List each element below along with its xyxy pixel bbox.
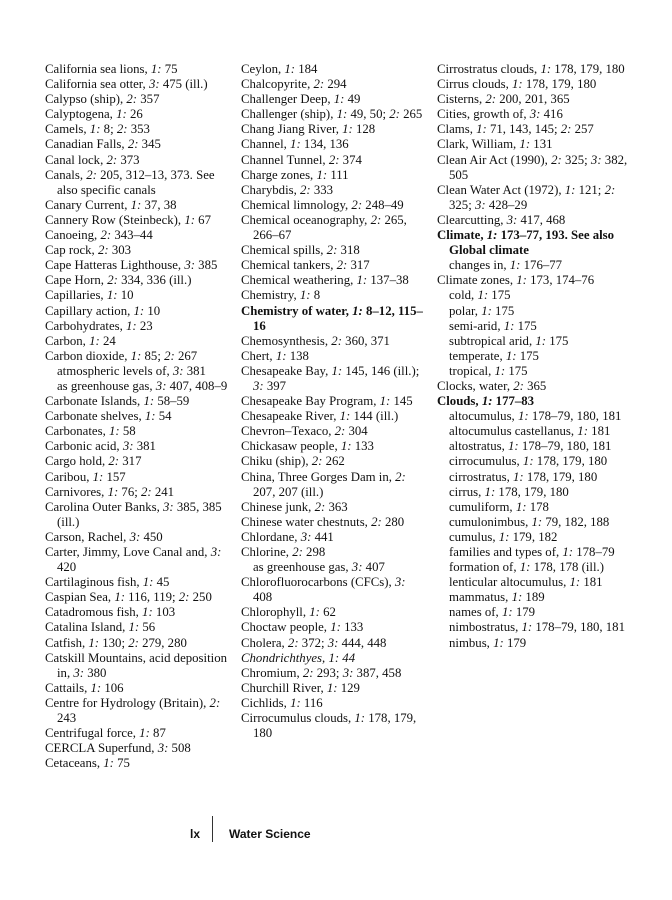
index-entry: Chemical limnology, 2: 248–49 [241,197,404,212]
index-entry: Carbon, 1: 24 [45,333,116,348]
index-subentry: as greenhouse gas, 3: 407 [253,560,385,575]
index-entry: Clams, 1: 71, 143, 145; 2: 257 [437,122,594,137]
index-subentry: altocumulus castellanus, 1: 181 [449,424,611,439]
index-entry: Caspian Sea, 1: 116, 119; 2: 250 [45,590,212,605]
index-entry: Climate, 1: 173–77, 193. See also Global climate [437,228,615,258]
index-entry: Centrifugal force, 1: 87 [45,726,166,741]
index-subentry: polar, 1: 175 [449,303,515,318]
index-entry: Chemical oceanography, 2: 265, 266–67 [241,212,407,243]
index-subentry: nimbus, 1: 179 [449,635,527,650]
index-entry: Catskill Mountains, acid deposition in, 3: 380 [45,650,227,680]
index-entry: Cholera, 2: 372; 3: 444, 448 [241,635,387,650]
index-entry: Chang Jiang River, 1: 128 [241,122,376,137]
index-entry: Chesapeake Bay, 1: 145, 146 (ill.); 3: 397 [241,363,420,393]
index-entry: Catadromous fish, 1: 103 [45,605,176,620]
index-entry: Chiku (ship), 2: 262 [241,454,345,469]
index-entry: Carbonic acid, 3: 381 [45,439,156,454]
index-entry: Cirrus clouds, 1: 178, 179, 180 [437,77,597,92]
index-entry: Carbohydrates, 1: 23 [45,318,153,333]
index-subentry: names of, 1: 179 [449,605,536,620]
index-entry: Ceylon, 1: 184 [241,62,318,76]
index-entry: Cichlids, 1: 116 [241,695,323,710]
index-subentry: semi-arid, 1: 175 [449,318,537,333]
index-entry: Chondrichthyes, 1: 44 [241,650,356,665]
index-entry: Charybdis, 2: 333 [241,182,334,197]
index-entry: Chemistry of water, 1: 8–12, 115–16 [241,303,423,333]
index-entry: Climate zones, 1: 173, 174–76 [437,273,595,288]
index-entry: Chert, 1: 138 [241,348,309,363]
index-entry: Charge zones, 1: 111 [241,167,349,182]
index-entry: Choctaw people, 1: 133 [241,620,364,635]
index-entry: Clean Water Act (1972), 1: 121; 2: 325; 3: 428–29 [437,182,616,212]
index-entry: Cirrocumulus clouds, 1: 178, 179, 180 [241,711,417,741]
index-entry: Chemical tankers, 2: 317 [241,258,370,273]
index-entry: Calypso (ship), 2: 357 [45,92,160,107]
index-entry: Cape Horn, 2: 334, 336 (ill.) [45,273,192,288]
index-entry: Clark, William, 1: 131 [437,137,553,152]
index-subentry: cirrus, 1: 178, 179, 180 [449,484,569,499]
index-subentry: atmospheric levels of, 3: 381 [57,363,206,378]
index-entry: Canal lock, 2: 373 [45,152,140,167]
index-subentry: subtropical arid, 1: 175 [449,333,569,348]
index-entry: Chemical weathering, 1: 137–38 [241,273,409,288]
index-subentry: cumulonimbus, 1: 79, 182, 188 [449,514,610,529]
index-subentry: lenticular altocumulus, 1: 181 [449,575,603,590]
running-footer-title: Water Science [229,827,311,841]
index-column-2 [241,62,427,741]
index-entry: Camels, 1: 8; 2: 353 [45,122,150,137]
index-entry: Cannery Row (Steinbeck), 1: 67 [45,212,211,227]
index-entry: Clearcutting, 3: 417, 468 [437,212,566,227]
index-entry: Clocks, water, 2: 365 [437,378,547,393]
index-entry: Chevron–Texaco, 2: 304 [241,424,368,439]
index-entry: Chickasaw people, 1: 133 [241,439,374,454]
index-entry: Carter, Jimmy, Love Canal and, 3: 420 [45,545,222,575]
index-entry: Chesapeake Bay Program, 1: 145 [241,394,413,409]
index-entry: Carson, Rachel, 3: 450 [45,529,163,544]
index-entry: Carbonate shelves, 1: 54 [45,409,172,424]
index-entry: Chromium, 2: 293; 3: 387, 458 [241,665,402,680]
index-subentry: cirrostratus, 1: 178, 179, 180 [449,469,598,484]
index-entry: Clouds, 1: 177–83 [437,394,535,409]
index-entry: Centre for Hydrology (Britain), 2: 243 [45,695,221,726]
index-entry: Chemosynthesis, 2: 360, 371 [241,333,390,348]
index-entry: Cities, growth of, 3: 416 [437,107,563,122]
index-subentry: tropical, 1: 175 [449,363,528,378]
index-entry: Canoeing, 2: 343–44 [45,228,153,243]
index-subentry: families and types of, 1: 178–79 [449,545,615,559]
index-entry: Challenger (ship), 1: 49, 50; 2: 265 [241,107,423,122]
index-subentry: cirrocumulus, 1: 178, 179, 180 [449,454,608,469]
index-entry: Calyptogena, 1: 26 [45,107,143,122]
index-entry: Chlordane, 3: 441 [241,529,334,544]
index-subentry: as greenhouse gas, 3: 407, 408–9 [57,378,228,393]
index-subentry: cumulus, 1: 179, 182 [449,529,558,544]
index-entry: Channel, 1: 134, 136 [241,137,349,152]
index-subentry: nimbostratus, 1: 178–79, 180, 181 [449,620,625,635]
index-entry: Chinese water chestnuts, 2: 280 [241,514,405,529]
index-entry: Chemical spills, 2: 318 [241,243,360,258]
index-entry: Chlorofluorocarbons (CFCs), 3: 408 [241,575,406,605]
index-subentry: temperate, 1: 175 [449,348,539,363]
index-entry: Carbonates, 1: 58 [45,424,136,439]
index-entry: Cirrostratus clouds, 1: 178, 179, 180 [437,62,625,76]
index-entry: Canary Current, 1: 37, 38 [45,197,177,212]
index-subentry: mammatus, 1: 189 [449,590,545,605]
index-entry: California sea lions, 1: 75 [45,62,178,76]
index-subentry: cumuliform, 1: 178 [449,499,549,514]
index-entry: Carbonate Islands, 1: 58–59 [45,394,190,409]
index-subentry: cold, 1: 175 [449,288,511,303]
index-entry: Cattails, 1: 106 [45,680,124,695]
index-entry: CERCLA Superfund, 3: 508 [45,741,191,756]
index-entry: Chinese junk, 2: 363 [241,499,348,514]
index-entry: Chlorophyll, 1: 62 [241,605,336,620]
index-entry: Churchill River, 1: 129 [241,680,360,695]
index-entry: Chesapeake River, 1: 144 (ill.) [241,409,399,424]
index-entry: Cargo hold, 2: 317 [45,454,142,469]
index-subentry: altocumulus, 1: 178–79, 180, 181 [449,409,622,424]
index-entry: Capillaries, 1: 10 [45,288,134,303]
index-entry: Canals, 2: 205, 312–13, 373. See also specific canals [45,167,215,197]
index-entry: Carolina Outer Banks, 3: 385, 385 (ill.) [45,499,222,529]
index-entry: Caribou, 1: 157 [45,469,126,484]
index-entry: Cap rock, 2: 303 [45,243,132,258]
index-entry: Channel Tunnel, 2: 374 [241,152,362,167]
page-number: lx [190,827,201,841]
index-entry: Challenger Deep, 1: 49 [241,92,361,107]
index-entry: California sea otter, 3: 475 (ill.) [45,77,208,92]
index-column-1 [45,62,231,771]
index-entry: Catfish, 1: 130; 2: 279, 280 [45,635,187,650]
index-entry: Chalcopyrite, 2: 294 [241,77,347,92]
index-entry: Capillary action, 1: 10 [45,303,161,318]
index-entry: Carbon dioxide, 1: 85; 2: 267 [45,348,198,363]
footer-divider [212,816,213,842]
index-entry: Cartilaginous fish, 1: 45 [45,575,170,590]
index-entry: Clean Air Act (1990), 2: 325; 3: 382, 505 [437,152,628,182]
index-entry: Cisterns, 2: 200, 201, 365 [437,92,570,107]
index-entry: Carnivores, 1: 76; 2: 241 [45,484,175,499]
index-entry: China, Three Gorges Dam in, 2: 207, 207 (ill.) [241,469,406,499]
index-entry: Chlorine, 2: 298 [241,545,326,559]
index-entry: Cetaceans, 1: 75 [45,756,130,771]
index-column-3 [437,62,629,651]
index-entry: Cape Hatteras Lighthouse, 3: 385 [45,258,218,273]
index-subentry: changes in, 1: 176–77 [449,258,563,273]
index-entry: Chemistry, 1: 8 [241,288,321,303]
index-subentry: altostratus, 1: 178–79, 180, 181 [449,439,612,454]
index-entry: Canadian Falls, 2: 345 [45,137,161,152]
index-entry: Catalina Island, 1: 56 [45,620,156,635]
index-subentry: formation of, 1: 178, 178 (ill.) [449,560,604,575]
